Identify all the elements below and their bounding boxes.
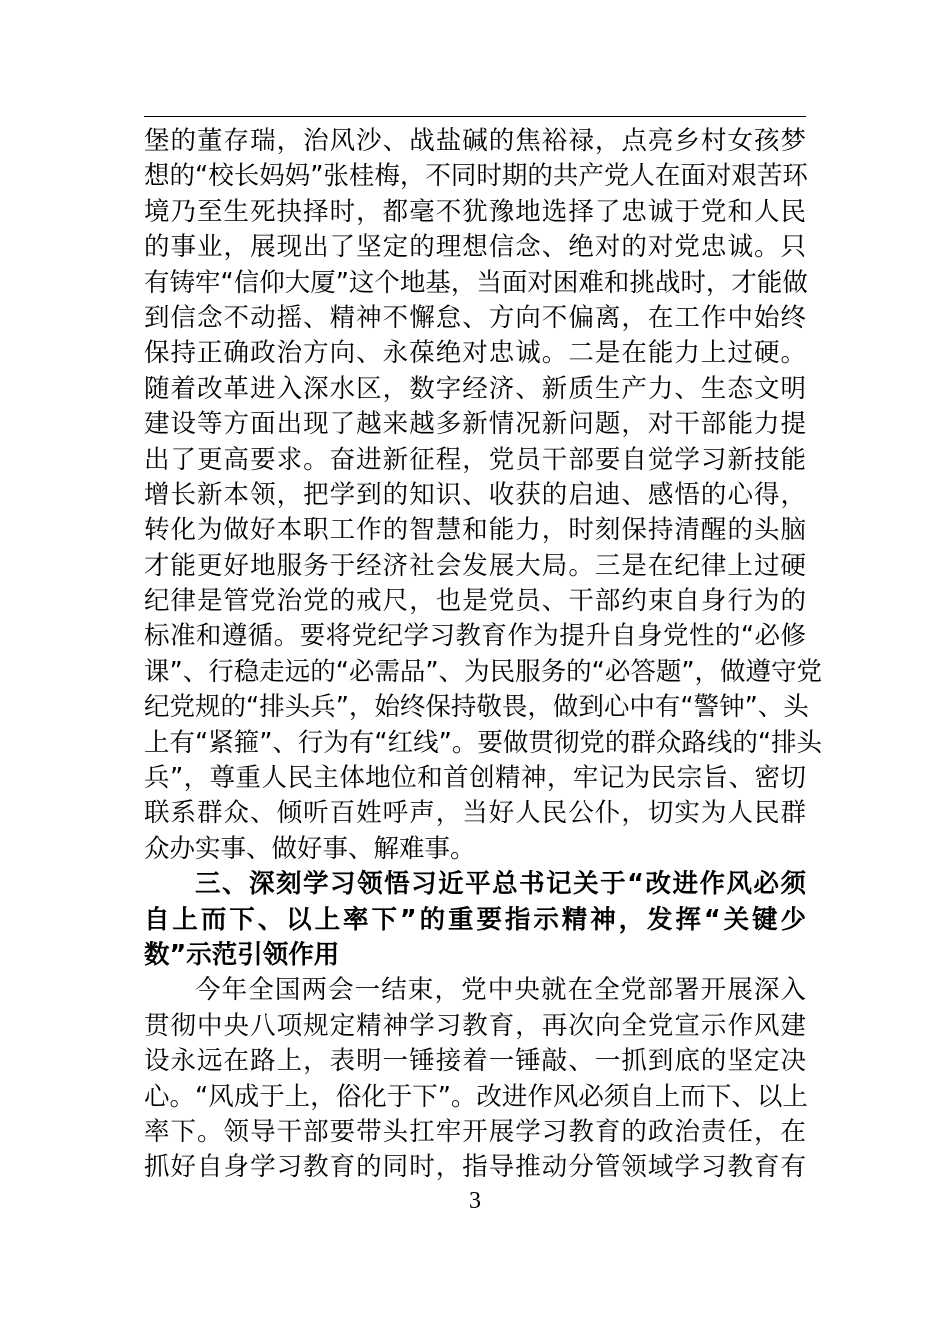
text-line: 纪党规的“排头兵”，始终保持敬畏，做到心中有“警钟”、头 [144, 692, 809, 723]
paragraph-line: 今年全国两会一结束，党中央就在全党部署开展深入 [195, 975, 806, 1006]
paragraph-line: 率下。领导干部要带头扛牢开展学习教育的政治责任，在 [144, 1116, 806, 1147]
paragraph-line: 贯彻中央八项规定精神学习教育，再次向全党宣示作风建 [144, 1010, 806, 1041]
text-line: 的事业，展现出了坚定的理想信念、绝对的对党忠诚。只 [144, 232, 806, 263]
text-line: 众办实事、做好事、解难事。 [144, 833, 476, 864]
text-line: 转化为做好本职工作的智慧和能力，时刻保持清醒的头脑 [144, 515, 806, 546]
text-line: 兵”，尊重人民主体地位和首创精神，牢记为民宗旨、密切 [144, 763, 806, 794]
body-text [144, 124, 823, 1186]
section-heading-line: 数”示范引领作用 [144, 939, 340, 970]
text-line: 增长新本领，把学到的知识、收获的启迪、感悟的心得， [144, 479, 806, 510]
page-number: 3 [469, 1188, 481, 1214]
text-line: 随着改革进入深水区，数字经济、新质生产力、生态文明 [144, 373, 806, 404]
text-line: 出了更高要求。奋进新征程，党员干部要自觉学习新技能 [144, 444, 806, 475]
paragraph-line: 设永远在路上，表明一锤接着一锤敲、一抓到底的坚定决 [144, 1046, 806, 1077]
text-line: 纪律是管党治党的戒尺，也是党员、干部约束自身行为的 [144, 586, 806, 617]
text-line: 才能更好地服务于经济社会发展大局。三是在纪律上过硬 [144, 550, 806, 581]
text-line: 保持正确政治方向、永葆绝对忠诚。二是在能力上过硬。 [144, 338, 806, 369]
text-line: 上有“紧箍”、行为有“红线”。要做贯彻党的群众路线的“排头 [144, 727, 823, 758]
header-rule [144, 116, 806, 117]
text-line: 境乃至生死抉择时，都毫不犹豫地选择了忠诚于党和人民 [144, 196, 806, 227]
text-line: 建设等方面出现了越来越多新情况新问题，对干部能力提 [144, 409, 806, 440]
text-line: 课”、行稳走远的“必需品”、为民服务的“必答题”，做遵守党 [144, 656, 823, 687]
text-line: 堡的董存瑞，治风沙、战盐碱的焦裕禄，点亮乡村女孩梦 [144, 126, 806, 156]
paragraph-line: 心。“风成于上，俗化于下”。改进作风必须自上而下、以上 [144, 1081, 808, 1112]
section-heading-line: 三、深刻学习领悟习近平总书记关于“改进作风必须 [195, 869, 806, 900]
text-line: 标准和遵循。要将党纪学习教育作为提升自身党性的“必修 [144, 621, 806, 652]
text-line: 想的“校长妈妈”张桂梅，不同时期的共产党人在面对艰苦环 [144, 161, 808, 192]
text-line: 有铸牢“信仰大厦”这个地基，当面对困难和挑战时，才能做 [144, 267, 808, 298]
paragraph-line: 抓好自身学习教育的同时，指导推动分管领域学习教育有 [144, 1152, 806, 1183]
text-line: 联系群众、倾听百姓呼声，当好人民公仆，切实为人民群 [144, 798, 806, 829]
section-heading-line: 自上而下、以上率下”的重要指示精神，发挥“关键少 [144, 904, 806, 935]
text-line: 到信念不动摇、精神不懈怠、方向不偏离，在工作中始终 [144, 302, 806, 333]
